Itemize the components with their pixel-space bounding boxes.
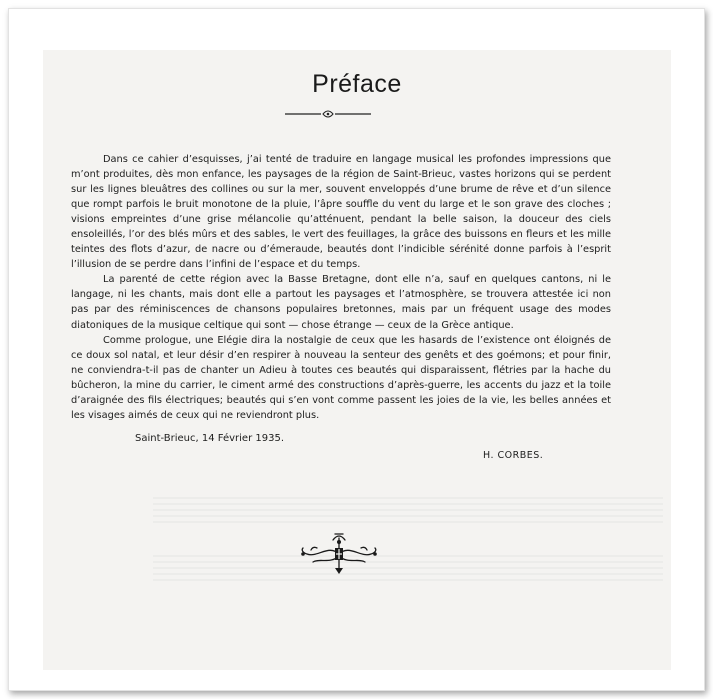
fleuron-ornament-icon xyxy=(299,528,379,578)
paragraph-1: Dans ce cahier d’esquisses, j’ai tenté de traduire en langage musical les profondes impressions que m’ont produites, dès mon enfance, les paysages de la région de Saint-Brieuc, vastes horizons qui se perdent sur les lignes bleuâtres des collines ou sur la mer, souvent enveloppés d’une brume de rêve et d’un silence que rompt parfois le bruit monotone de la pluie, l’âpre souffle du vent du large et le son grave des cloches ; visions empreintes d’une grise mélancolie qu’atténuent, pendant la belle saison, la douceur des ciels ensoleillés, l’or des blés mûrs et des sables, le vert des feuillages, la grâce des buissons en fleurs et les mille teintes des flots d’azur, de nacre ou d’émeraude, beautés dont l’indicible sérénité donne parfois à l’esprit l’illusion de se perdre dans l’infini de l’espace et du temps. xyxy=(71,154,611,271)
photo-frame xyxy=(8,8,705,691)
bleed-through-staff xyxy=(153,478,663,598)
title-divider-ornament xyxy=(285,108,371,120)
paragraph-2: La parenté de cette région avec la Basse Bretagne, dont elle n’a, sauf en quelques cantons, ni le langage, ni les chants, mais dont elle a partout les paysages et l’atmosphère, se trouvera attestée ici non pas par des réminiscences de chansons populaires bretonnes, mais par un fréquent usage des modes diatoniques de la musique celtique qui sont — chose étrange — ceux de la Grèce antique. xyxy=(71,274,611,331)
author-signature: H. CORBES. xyxy=(483,450,544,461)
document-page xyxy=(43,50,671,670)
preface-body xyxy=(71,152,611,423)
place-and-date: Saint-Brieuc, 14 Février 1935. xyxy=(135,433,284,444)
page-title: Préface xyxy=(312,70,402,98)
paragraph-3: Comme prologue, une Elégie dira la nostalgie de ceux que les hasards de l’existence ont éloignés de ce doux sol natal, et leur désir d’en respirer à nouveau la senteur des genêts et des goémons; et pour finir, ne conviendra-t-il pas de chanter un Adieu à toutes ces beautés qui disparaissent, flétries par la hache du bûcheron, la mine du carrier, le ciment armé des constructions d’après-guerre, les accents du jazz et la toile d’araignée des fils électriques; beautés qui s’en vont comme passent les joies de la vie, les belles années et les visages aimés de ceux qui ne reviendront plus. xyxy=(71,334,611,421)
